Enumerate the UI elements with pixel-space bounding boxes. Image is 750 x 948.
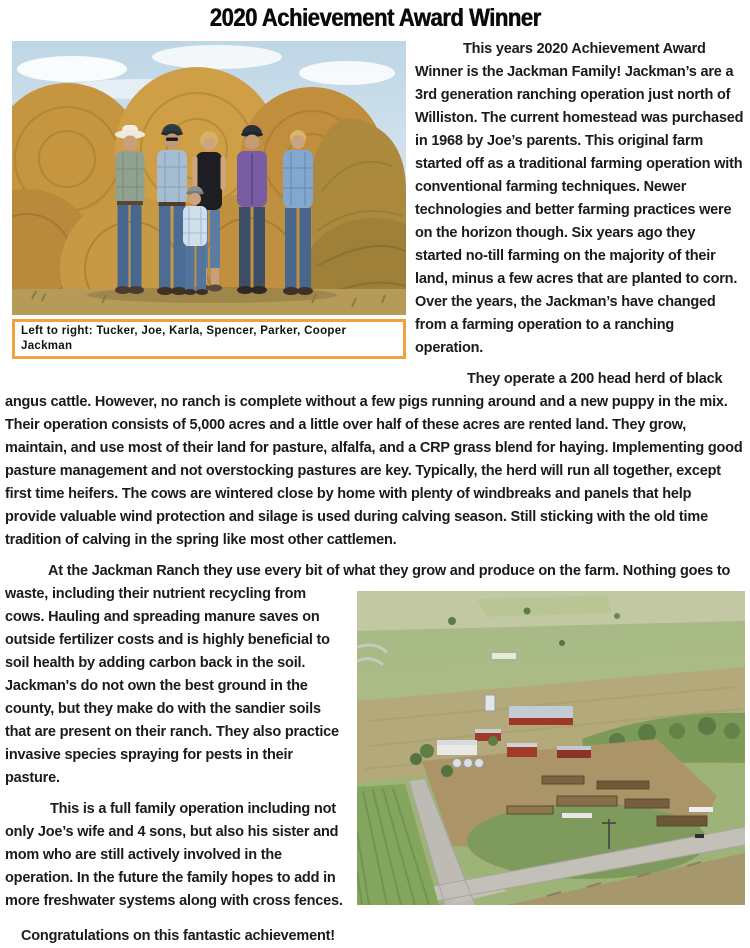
paragraph-family-operation: This is a full family operation including not only Joe’s wife and 4 sons, but also his sister and mom who are still actively involved in the operation. In the future the family hopes to add in more freshwater systems along with cross fences. bbox=[5, 801, 343, 909]
paragraph-intro: This years 2020 Achievement Award Winner is the Jackman Family! Jackman’s are a 3rd generation ranching operation just north of Williston. The current homestead was purchased in 1968 by Joe’s parents. This original farm started off as a traditional farming operation with conventional farming techniques. Newer technologies and better farming practices were on the horizon though. Six years ago they started no-till farming on the majority of their land, minus a few acres that are planted to corn. Over the years, the Jackman’s have changed from a farming operation to a ranching operation. bbox=[415, 41, 744, 356]
family-hay-bales-photo bbox=[12, 41, 406, 315]
paragraph-herd: They operate a 200 head herd of black angus cattle. However, no ranch is complete without a few pigs running around and a new puppy in the mix. Their operation consists of 5,000 acres and a little over half of these acres are rented land. They grow, maintain, and use most of their land for pasture, alfalfa, and a CRP grass blend for haying. Implementing good pasture management and not overstocking pastures are key. Typically, the herd will run all together, except first time heifers. The cows are wintered close by home with plenty of windbreaks and panels that help provide valuable wind protection and silage is used during calving season. Still sticking with the old time tradition of calving in the spring like most other cattlemen. bbox=[5, 371, 743, 548]
paragraph-congratulations: Congratulations on this fantastic achievement! bbox=[21, 928, 335, 944]
paragraph-recycling-rest: including their nutrient recycling from cows. Hauling and spreading manure saves on outside fertilizer costs and is highly beneficial to soil health by adding carbon back in the soil. Jackman's do not own the best ground in the county, but they make do with the sandier soils that are present on their ranch. They also practice invasive species spraying for pests in their pasture. bbox=[5, 586, 339, 786]
family-photo-figure bbox=[12, 41, 406, 359]
paragraph-recycling-lead: At the Jackman Ranch they use every bit of what they grow and produce on the farm. Nothing goes to waste, bbox=[5, 563, 731, 602]
paragraph-recycling bbox=[5, 560, 745, 790]
newsletter-page bbox=[0, 3, 750, 944]
aerial-ranch-photo-figure bbox=[357, 591, 745, 905]
page-title-text: 2020 Achievement Award Winner bbox=[209, 4, 541, 32]
family-photo-caption: Left to right: Tucker, Joe, Karla, Spencer, Parker, Cooper Jackman bbox=[12, 319, 406, 359]
page-title bbox=[5, 3, 745, 33]
aerial-ranch-photo bbox=[357, 591, 745, 905]
article-body bbox=[5, 38, 745, 948]
